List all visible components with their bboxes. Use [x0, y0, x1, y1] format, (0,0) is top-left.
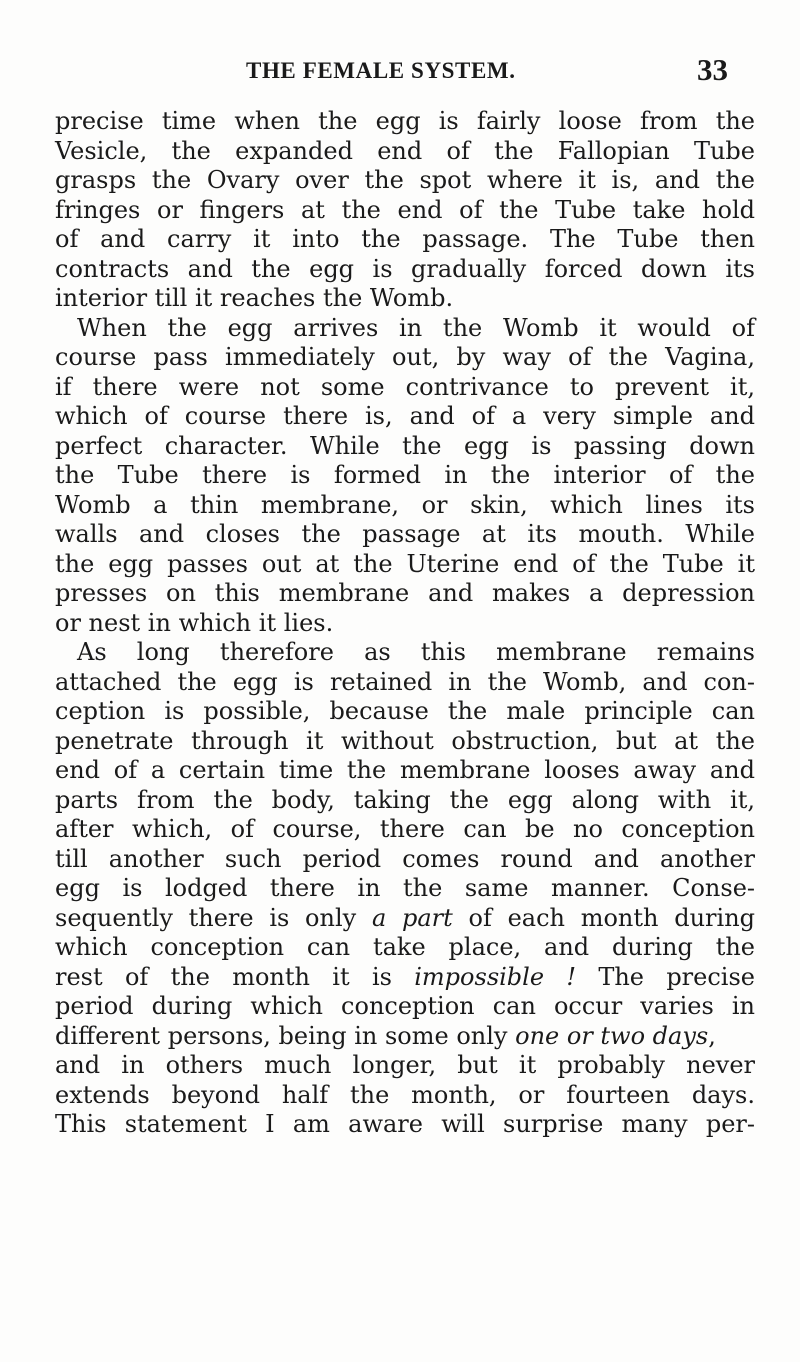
text-line: When the egg arrives in the Womb it would of: [77, 313, 755, 342]
running-head: [0, 52, 800, 92]
text-line: [55, 1022, 755, 1052]
text-line: grasps the Ovary over the spot where it is, and the: [55, 166, 755, 194]
text-line: end of a certain time the membrane looses away and: [55, 756, 755, 784]
text-line: walls and closes the passage at its mouth. While: [55, 520, 755, 548]
text-segment: sequently there is only: [55, 903, 372, 932]
text-line: presses on this membrane and makes a depression: [55, 579, 755, 607]
text-line: interior till it reaches the Womb.: [55, 284, 454, 312]
text-line: fringes or fingers at the end of the Tube take hold: [55, 195, 755, 224]
text-segment: The precise: [576, 962, 755, 991]
text-line: period during which conception can occur varies in: [55, 992, 755, 1020]
text-line: Vesicle, the expanded end of the Fallopian Tube: [55, 136, 755, 165]
text-segment: ,: [708, 1021, 716, 1050]
text-segment: rest of the month it is: [55, 962, 415, 991]
italic-phrase: a part: [371, 903, 453, 932]
page-number: 33: [697, 52, 728, 87]
running-title: THE FEMALE SYSTEM.: [246, 58, 516, 83]
text-line: course pass immediately out, by way of the Vagina,: [55, 343, 755, 371]
italic-phrase: one or two days: [515, 1021, 709, 1050]
text-line: This statement I am aware will surprise many per-: [55, 1110, 755, 1138]
text-line: or nest in which it lies.: [55, 608, 334, 637]
text-line: which conception can take place, and during the: [55, 933, 755, 961]
text-line: the Tube there is formed in the interior of the: [55, 461, 755, 489]
text-line: extends beyond half the month, or fourteen days.: [55, 1080, 755, 1109]
text-line: if there were not some contrivance to prevent it,: [55, 372, 755, 401]
text-line: attached the egg is retained in the Womb, and con-: [55, 667, 755, 696]
text-line: after which, of course, there can be no conception: [55, 815, 755, 843]
text-line: of and carry it into the passage. The Tube then: [55, 225, 755, 253]
text-line: As long therefore as this membrane remains: [77, 638, 755, 666]
body-text: [55, 107, 755, 1140]
text-line: ception is possible, because the male principle can: [55, 697, 755, 725]
text-line: till another such period comes round and another: [55, 844, 755, 873]
text-line: penetrate through it without obstruction, but at the: [55, 726, 755, 755]
text-line: [55, 904, 755, 934]
text-line: egg is lodged there in the same manner. Conse-: [55, 874, 755, 902]
text-segment: of each month during: [452, 903, 756, 932]
text-line: and in others much longer, but it probably never: [55, 1051, 755, 1079]
text-line: precise time when the egg is fairly loose from the: [55, 107, 755, 135]
text-line: the egg passes out at the Uterine end of the Tube it: [55, 549, 755, 578]
text-line: Womb a thin membrane, or skin, which lines its: [55, 490, 755, 519]
italic-phrase: impossible !: [414, 962, 577, 991]
text-line: [55, 963, 755, 993]
text-line: which of course there is, and of a very simple and: [55, 402, 755, 430]
text-segment: different persons, being in some only: [55, 1021, 516, 1050]
text-line: parts from the body, taking the egg along with it,: [55, 785, 755, 814]
text-line: perfect character. While the egg is passing down: [55, 431, 755, 460]
text-line: contracts and the egg is gradually forced down its: [55, 254, 755, 283]
